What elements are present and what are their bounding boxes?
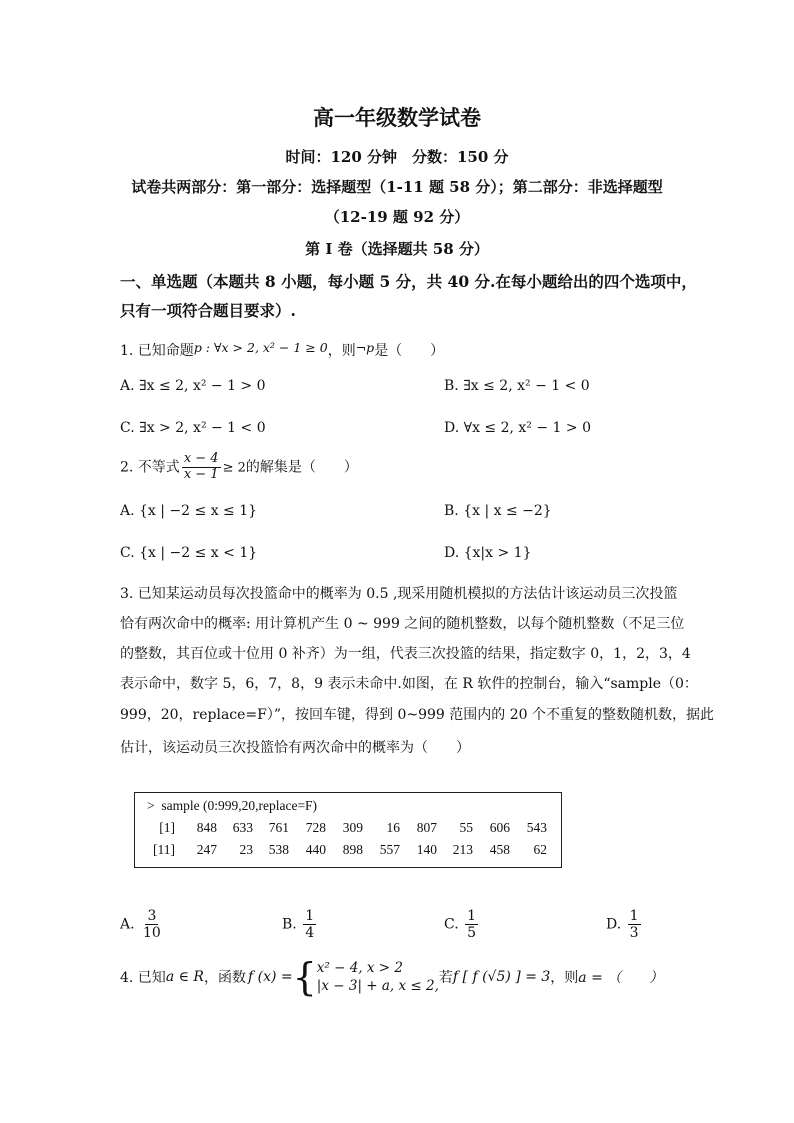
console-value: 543 <box>526 820 547 835</box>
q3-option-b-fraction <box>303 908 316 941</box>
console-value: 23 <box>239 842 253 857</box>
q2-option-d: D. {x|x > 1} <box>444 545 532 561</box>
q3-option-d-label: D. <box>606 916 622 933</box>
fraction-denominator: 5 <box>467 925 477 942</box>
q2-prefix: 2. 不等式 <box>120 459 180 476</box>
console-row-1 <box>135 820 561 840</box>
q3-line-2: 恰有两次命中的概率: 用计算机产生 0 ~ 999 之间的随机整数，以每个随机整数（不足三位 <box>120 616 685 632</box>
q2-numerator: x − 4 <box>183 451 219 466</box>
console-value: 458 <box>489 842 510 857</box>
console-value: 633 <box>232 820 253 835</box>
section1-line2: 只有一项符合题目要求）. <box>120 301 296 320</box>
q3-option-c-fraction <box>465 908 478 941</box>
fraction-numerator: 1 <box>305 908 315 924</box>
question-4 <box>120 955 664 999</box>
q3-option-c <box>444 908 480 941</box>
q4-condition: a ∈ R <box>165 969 204 985</box>
q4-suffix: ，则 <box>550 970 579 986</box>
console-value: 557 <box>379 842 400 857</box>
q2-denominator: x − 1 <box>183 466 219 482</box>
console-value: 16 <box>386 820 400 835</box>
question-2 <box>120 452 358 483</box>
q1-option-a: A. ∃x ≤ 2, x² − 1 > 0 <box>120 378 266 394</box>
q1-suffix: 是（ ） <box>374 343 445 359</box>
console-row2-index: [11] <box>153 842 175 857</box>
parts-line-2: （12-19 题 92 分） <box>324 208 470 226</box>
q3-option-c-label: C. <box>444 916 459 933</box>
q3-line-3: 的整数，其百位或十位用 0 补齐）为一组，代表三次投篮的结果，指定数字 0，1，2，3，4 <box>120 646 691 662</box>
q4-function: f (x) = <box>247 969 293 985</box>
q2-option-b: B. {x | x ≤ −2} <box>444 503 552 519</box>
fraction-numerator: 3 <box>147 908 157 924</box>
fraction-numerator: 1 <box>629 908 639 924</box>
console-value: 898 <box>342 842 363 857</box>
q1-proposition: p : ∀x > 2, x² − 1 ≥ 0 <box>193 340 328 355</box>
q3-option-a-fraction <box>141 908 163 941</box>
piecewise-brace: { <box>292 955 317 999</box>
r-console-box <box>134 792 562 868</box>
q4-piecewise <box>317 959 439 995</box>
fraction-denominator: 3 <box>629 925 639 942</box>
section1-line1: 一、单选题（本题共 8 小题，每小题 5 分，共 40 分.在每小题给出的四个选项中， <box>120 272 697 291</box>
console-value: 140 <box>416 842 437 857</box>
q2-suffix: 的解集是（ ） <box>245 459 358 476</box>
console-value: 538 <box>268 842 289 857</box>
console-value: 62 <box>533 842 547 857</box>
q1-negation: ¬p <box>355 340 375 355</box>
console-value: 55 <box>459 820 473 835</box>
console-value: 213 <box>452 842 473 857</box>
q4-mid: ，函数 <box>203 970 246 986</box>
q1-option-b: B. ∃x ≤ 2, x² − 1 < 0 <box>444 378 590 394</box>
q3-line-4: 表示命中，数字 5，6，7，8，9 表示未命中.如图，在 R 软件的控制台，输入“sample（0： <box>120 676 698 692</box>
q3-option-d-fraction <box>628 908 641 941</box>
volume-heading: 第 I 卷（选择题共 58 分） <box>305 240 489 258</box>
exam-title: 高一年级数学试卷 <box>313 105 481 130</box>
q4-prefix: 4. 已知 <box>120 970 166 986</box>
parts-line-1: 试卷共两部分：第一部分：选择题型（1-11 题 58 分）；第二部分：非选择题型 <box>131 178 663 196</box>
time-score: 时间：120 分钟 分数：150 分 <box>285 148 509 166</box>
console-row1-index: [1] <box>159 820 175 835</box>
console-value: 247 <box>196 842 217 857</box>
fraction-denominator: 4 <box>305 925 315 942</box>
q1-mid: ，则 <box>327 343 356 359</box>
console-value: 848 <box>196 820 217 835</box>
console-value: 728 <box>305 820 326 835</box>
q3-line-1: 3. 已知某运动员每次投篮命中的概率为 0.5 ,现采用随机模拟的方法估计该运动员三次投篮 <box>120 586 678 602</box>
q3-line-5: 999，20，replace=F）”，按回车键，得到 0~999 范围内的 20 个不重复的整数随机数，据此 <box>120 707 715 723</box>
q4-expression: f [ f (√5) ] = 3 <box>452 969 551 985</box>
q4-case-1: x² − 4, x > 2 <box>316 959 403 976</box>
q2-fraction <box>182 452 221 483</box>
console-value: 606 <box>489 820 510 835</box>
console-value: 309 <box>342 820 363 835</box>
q3-option-d <box>606 908 643 941</box>
q1-option-c: C. ∃x > 2, x² − 1 < 0 <box>120 420 266 436</box>
q2-option-c: C. {x | −2 ≤ x < 1} <box>120 545 258 561</box>
fraction-denominator: 10 <box>143 925 161 942</box>
q4-ask: a = （ ） <box>578 970 664 986</box>
q4-mid2: 若 <box>438 970 453 986</box>
fraction-numerator: 1 <box>467 908 477 924</box>
q2-relation: ≥ 2 <box>222 460 246 476</box>
q3-option-b <box>282 908 318 941</box>
console-value: 440 <box>305 842 326 857</box>
console-value: 807 <box>416 820 437 835</box>
q3-option-a-label: A. <box>120 916 135 933</box>
q1-option-d: D. ∀x ≤ 2, x² − 1 > 0 <box>444 420 591 436</box>
q3-line-6: 估计，该运动员三次投篮恰有两次命中的概率为（ ） <box>120 740 470 756</box>
q2-option-a: A. {x | −2 ≤ x ≤ 1} <box>120 503 258 519</box>
q3-option-b-label: B. <box>282 916 297 933</box>
console-value: 761 <box>268 820 289 835</box>
console-command: > sample (0:999,20,replace=F) <box>147 798 318 813</box>
console-row-2 <box>135 842 561 862</box>
q1-prefix: 1. 已知命题 <box>120 343 194 359</box>
q3-option-a <box>120 908 165 941</box>
question-1 <box>120 340 444 360</box>
q4-case-2: |x − 3| + a, x ≤ 2, <box>316 978 439 994</box>
